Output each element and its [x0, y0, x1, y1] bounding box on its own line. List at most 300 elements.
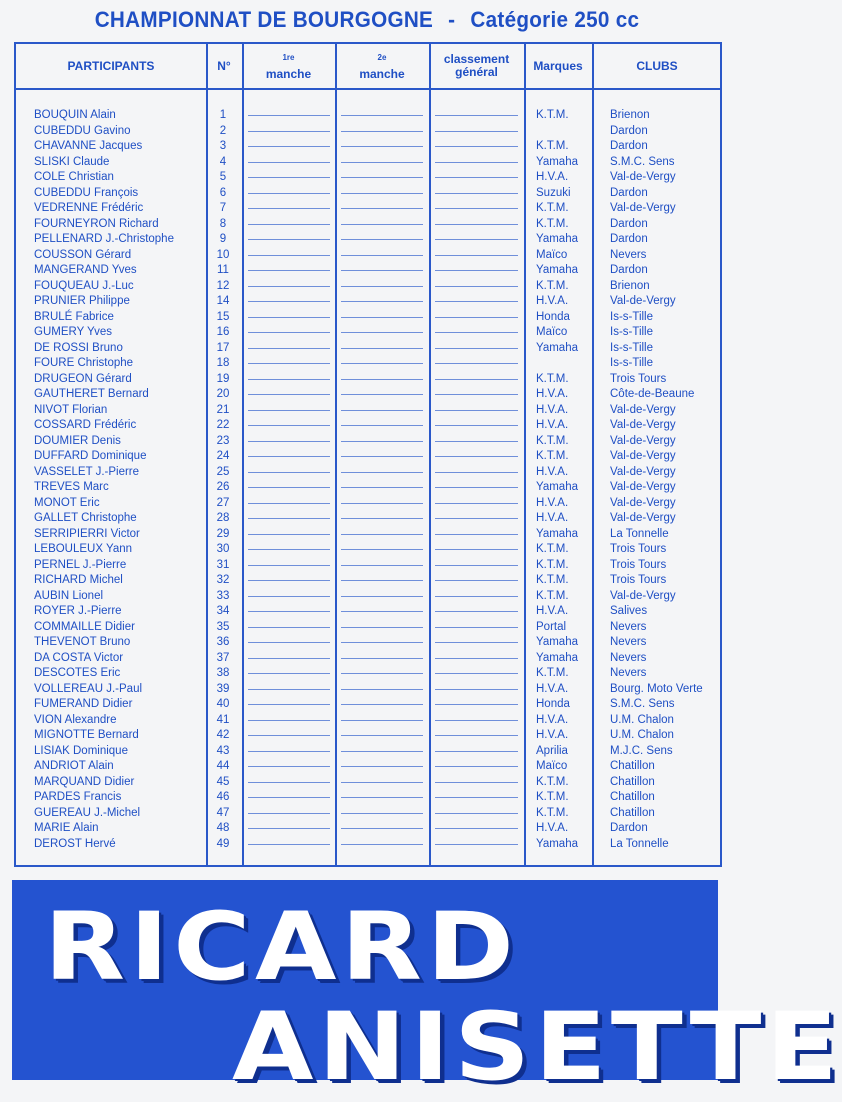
- classement-slot: [435, 828, 518, 829]
- participant-club: Nevers: [610, 620, 647, 633]
- manche-2-slot: [341, 177, 423, 178]
- manche-1-slot: [248, 797, 330, 798]
- participant-club: Nevers: [610, 636, 647, 648]
- manche-1-slot: [248, 565, 330, 566]
- classement-slot: [435, 549, 518, 550]
- participant-club: Salives: [610, 605, 648, 617]
- manche-1-slot: [248, 115, 330, 116]
- classement-slot: [435, 766, 518, 767]
- participant-marque: H.V.A.: [536, 682, 569, 695]
- manche-1-slot: [248, 146, 330, 147]
- classement-slot: [435, 332, 518, 333]
- header-classement: [429, 44, 524, 88]
- table-row: [16, 682, 720, 698]
- manche-1-slot: [248, 766, 330, 767]
- participant-name: DUFFARD Dominique: [34, 450, 147, 462]
- manche-1-slot: [248, 580, 330, 581]
- participant-marque: H.V.A.: [536, 419, 569, 431]
- manche-2-slot: [341, 255, 423, 256]
- participant-club: Is-s-Tille: [610, 357, 654, 369]
- participant-name: COUSSON Gérard: [34, 248, 132, 261]
- participant-name: FOURNEYRON Richard: [34, 217, 159, 230]
- manche-2-slot: [341, 193, 423, 194]
- manche-2-slot: [341, 239, 423, 240]
- header-marques-label: Marques: [533, 58, 583, 73]
- participant-number: 40: [216, 698, 230, 710]
- participant-club: Chatillon: [610, 806, 655, 819]
- manche-2-slot: [341, 580, 423, 581]
- title-category: Catégorie 250 cc: [470, 7, 640, 32]
- manche-1-slot: [248, 534, 330, 535]
- manche-1-slot: [248, 270, 330, 271]
- participant-marque: Yamaha: [536, 636, 578, 648]
- participant-number: 46: [216, 791, 230, 803]
- classement-slot: [435, 425, 518, 426]
- classement-slot: [435, 379, 518, 380]
- participant-marque: K.T.M.: [536, 217, 569, 230]
- table-row: [16, 372, 720, 388]
- classement-slot: [435, 611, 518, 612]
- table-row: [16, 248, 720, 264]
- participant-marque: Yamaha: [536, 341, 578, 354]
- participant-number: 18: [216, 357, 230, 369]
- participant-name: CHAVANNE Jacques: [34, 140, 143, 152]
- participant-marque: Maïco: [536, 760, 568, 772]
- manche-1-slot: [248, 379, 330, 380]
- participant-name: COMMAILLE Didier: [34, 620, 135, 633]
- manche-1-slot: [248, 782, 330, 783]
- participant-name: CUBEDDU Gavino: [34, 124, 131, 137]
- table-row: [16, 155, 720, 171]
- participant-marque: Yamaha: [536, 527, 578, 540]
- classement-slot: [435, 735, 518, 736]
- classement-slot: [435, 286, 518, 287]
- title-separator: -: [448, 7, 456, 32]
- participant-number: 26: [216, 481, 230, 493]
- classement-slot: [435, 844, 518, 845]
- classement-slot: [435, 255, 518, 256]
- participant-name: MARIE Alain: [34, 822, 99, 834]
- manche-1-slot: [248, 549, 330, 550]
- participant-number: 16: [216, 326, 230, 338]
- participant-marque: Yamaha: [536, 155, 578, 168]
- participant-club: Is-s-Tille: [610, 310, 654, 323]
- participant-name: FOURE Christophe: [34, 357, 134, 369]
- participant-number: 47: [216, 806, 230, 819]
- manche-1-slot: [248, 689, 330, 690]
- manche-2-slot: [341, 301, 423, 302]
- manche-1-slot: [248, 596, 330, 597]
- participant-number: 3: [219, 140, 227, 152]
- manche-2-slot: [341, 472, 423, 473]
- participant-marque: Maïco: [536, 326, 568, 338]
- manche-2-slot: [341, 115, 423, 116]
- manche-2-slot: [341, 813, 423, 814]
- participant-club: Val-de-Vergy: [610, 481, 676, 493]
- manche-2-slot: [341, 518, 423, 519]
- participant-club: La Tonnelle: [610, 527, 669, 540]
- participant-name: CUBEDDU François: [34, 186, 139, 199]
- classement-slot: [435, 193, 518, 194]
- participant-name: SLISKI Claude: [34, 155, 110, 168]
- header-manche-2: [335, 44, 429, 88]
- manche-2-slot: [341, 425, 423, 426]
- manche-2-slot: [341, 720, 423, 721]
- classement-slot: [435, 658, 518, 659]
- table-row: [16, 310, 720, 326]
- participant-marque: H.V.A.: [536, 713, 569, 726]
- participant-name: BOUQUIN Alain: [34, 109, 116, 121]
- table-row: [16, 620, 720, 636]
- participant-name: DEROST Hervé: [34, 837, 116, 850]
- participant-name: MONOT Eric: [34, 496, 100, 509]
- participant-marque: K.T.M.: [536, 543, 569, 555]
- manche-2-slot: [341, 270, 423, 271]
- participant-club: Nevers: [610, 651, 647, 664]
- manche-1-slot: [248, 704, 330, 705]
- manche-1-slot: [248, 642, 330, 643]
- classement-slot: [435, 487, 518, 488]
- participant-name: THEVENOT Bruno: [34, 636, 131, 648]
- participant-club: Dardon: [610, 233, 648, 245]
- manche-2-slot: [341, 704, 423, 705]
- classement-slot: [435, 472, 518, 473]
- table-row: [16, 589, 720, 605]
- table-row: [16, 806, 720, 822]
- header-divider: [16, 88, 720, 90]
- participant-number: 24: [216, 450, 230, 462]
- table-row: [16, 139, 720, 155]
- participant-marque: Yamaha: [536, 481, 578, 493]
- classement-slot: [435, 270, 518, 271]
- table-row: [16, 186, 720, 202]
- participant-club: Val-de-Vergy: [610, 171, 676, 183]
- participant-name: DESCOTES Eric: [34, 667, 121, 679]
- manche-2-slot: [341, 735, 423, 736]
- participant-number: 41: [216, 713, 230, 726]
- manche-2-slot: [341, 394, 423, 395]
- participant-club: Trois Tours: [610, 558, 667, 571]
- participant-name: DRUGEON Gérard: [34, 372, 132, 385]
- table-row: [16, 697, 720, 713]
- classement-slot: [435, 410, 518, 411]
- participant-marque: K.T.M.: [536, 279, 569, 292]
- classement-slot: [435, 146, 518, 147]
- participant-name: GALLET Christophe: [34, 512, 137, 524]
- table-row: [16, 713, 720, 729]
- manche-1-slot: [248, 673, 330, 674]
- participant-marque: H.V.A.: [536, 295, 569, 307]
- classement-slot: [435, 224, 518, 225]
- classement-slot: [435, 317, 518, 318]
- participant-number: 36: [216, 636, 230, 648]
- participant-club: Brienon: [610, 109, 650, 121]
- manche-2-slot: [341, 797, 423, 798]
- manche-2-slot: [341, 642, 423, 643]
- participant-club: Val-de-Vergy: [610, 403, 676, 416]
- participant-club: S.M.C. Sens: [610, 698, 675, 710]
- manche-1-slot: [248, 348, 330, 349]
- participant-marque: H.V.A.: [536, 605, 569, 617]
- manche-1-slot: [248, 193, 330, 194]
- participant-club: Val-de-Vergy: [610, 295, 676, 307]
- participant-marque: Yamaha: [536, 264, 578, 276]
- table-row: [16, 573, 720, 589]
- header-general-label: général: [455, 65, 498, 79]
- manche-1-slot: [248, 394, 330, 395]
- participant-name: TREVES Marc: [34, 481, 109, 493]
- header-manche-1-ordinal: 1re: [282, 53, 295, 62]
- table-row: [16, 449, 720, 465]
- table-row: [16, 666, 720, 682]
- table-row: [16, 728, 720, 744]
- participant-club: U.M. Chalon: [610, 713, 674, 726]
- participant-name: ROYER J.-Pierre: [34, 605, 122, 617]
- participant-number: 30: [216, 543, 230, 555]
- participant-name: PARDES Francis: [34, 791, 122, 803]
- table-row: [16, 387, 720, 403]
- participant-marque: K.T.M.: [536, 109, 569, 121]
- table-row: [16, 356, 720, 372]
- participant-club: Chatillon: [610, 775, 655, 788]
- manche-1-slot: [248, 177, 330, 178]
- participant-marque: H.V.A.: [536, 496, 569, 509]
- participant-number: 49: [216, 837, 230, 850]
- header-manche-2-label: manche: [359, 67, 405, 81]
- participant-marque: K.T.M.: [536, 558, 569, 571]
- manche-1-slot: [248, 472, 330, 473]
- participant-marque: H.V.A.: [536, 388, 569, 400]
- participant-marque: K.T.M.: [536, 589, 569, 602]
- header-clubs-label: CLUBS: [636, 58, 678, 73]
- table-row: [16, 821, 720, 837]
- classement-slot: [435, 673, 518, 674]
- participant-number: 28: [216, 512, 230, 524]
- participant-marque: [536, 124, 596, 140]
- ad-word-ricard: RICARD: [44, 893, 519, 1002]
- participant-club: Nevers: [610, 667, 647, 679]
- participant-marque: [536, 356, 596, 372]
- participant-number: 32: [216, 574, 230, 586]
- manche-2-slot: [341, 363, 423, 364]
- participant-marque: K.T.M.: [536, 372, 569, 385]
- participant-marque: H.V.A.: [536, 729, 569, 741]
- participant-number: 4: [219, 155, 227, 168]
- classement-slot: [435, 363, 518, 364]
- participant-name: MANGERAND Yves: [34, 264, 137, 276]
- participant-marque: H.V.A.: [536, 822, 569, 834]
- participant-club: Chatillon: [610, 791, 655, 803]
- participant-club: Trois Tours: [610, 574, 667, 586]
- manche-1-slot: [248, 224, 330, 225]
- table-row: [16, 496, 720, 512]
- participant-name: PERNEL J.-Pierre: [34, 558, 127, 571]
- participant-club: Val-de-Vergy: [610, 512, 676, 524]
- participant-name: PELLENARD J.-Christophe: [34, 233, 174, 245]
- participant-number: 2: [219, 124, 227, 137]
- participant-name: VION Alexandre: [34, 713, 117, 726]
- participant-club: Dardon: [610, 140, 648, 152]
- participant-club: S.M.C. Sens: [610, 155, 675, 168]
- header-manche-2-ordinal: 2e: [377, 53, 387, 62]
- header-classement-label: classement: [443, 52, 510, 66]
- manche-1-slot: [248, 627, 330, 628]
- table-row: [16, 294, 720, 310]
- participant-number: 25: [216, 465, 230, 478]
- manche-2-slot: [341, 689, 423, 690]
- classement-slot: [435, 518, 518, 519]
- manche-2-slot: [341, 208, 423, 209]
- manche-1-slot: [248, 317, 330, 318]
- manche-2-slot: [341, 751, 423, 752]
- participant-marque: K.T.M.: [536, 775, 569, 788]
- manche-2-slot: [341, 487, 423, 488]
- classement-slot: [435, 704, 518, 705]
- manche-1-slot: [248, 441, 330, 442]
- table-row: [16, 217, 720, 233]
- participant-number: 20: [216, 388, 230, 400]
- manche-1-slot: [248, 363, 330, 364]
- title-championship: CHAMPIONNAT DE BOURGOGNE: [94, 7, 434, 32]
- classement-slot: [435, 348, 518, 349]
- participant-marque: K.T.M.: [536, 202, 569, 214]
- participant-name: DOUMIER Denis: [34, 434, 121, 447]
- table-row: [16, 263, 720, 279]
- participant-marque: H.V.A.: [536, 403, 569, 416]
- table-row: [16, 434, 720, 450]
- manche-2-slot: [341, 782, 423, 783]
- manche-2-slot: [341, 565, 423, 566]
- manche-1-slot: [248, 301, 330, 302]
- ricard-anisette-ad: [12, 880, 842, 1102]
- manche-2-slot: [341, 286, 423, 287]
- table-row: [16, 232, 720, 248]
- manche-2-slot: [341, 596, 423, 597]
- table-row: [16, 604, 720, 620]
- manche-1-slot: [248, 332, 330, 333]
- classement-slot: [435, 580, 518, 581]
- participant-number: 6: [219, 186, 227, 199]
- manche-1-slot: [248, 844, 330, 845]
- participant-name: VOLLEREAU J.-Paul: [34, 682, 143, 695]
- participant-number: 11: [217, 264, 229, 276]
- participant-number: 23: [216, 434, 230, 447]
- classement-slot: [435, 115, 518, 116]
- participant-club: Val-de-Vergy: [610, 419, 676, 431]
- participant-marque: Honda: [536, 698, 570, 710]
- table-row: [16, 759, 720, 775]
- participant-club: Val-de-Vergy: [610, 450, 676, 462]
- classement-slot: [435, 642, 518, 643]
- manche-1-slot: [248, 425, 330, 426]
- ad-word-anisette: ANISETTE: [232, 993, 842, 1102]
- participant-club: Val-de-Vergy: [610, 434, 676, 447]
- manche-2-slot: [341, 348, 423, 349]
- participant-club: Dardon: [610, 217, 648, 230]
- manche-1-slot: [248, 286, 330, 287]
- table-row: [16, 108, 720, 124]
- participant-marque: Honda: [536, 310, 570, 323]
- participant-club: Is-s-Tille: [610, 326, 654, 338]
- header-manche-1-label: manche: [265, 67, 312, 81]
- manche-1-slot: [248, 828, 330, 829]
- participant-name: MARQUAND Didier: [34, 775, 135, 788]
- participant-number: 45: [216, 775, 230, 788]
- table-row: [16, 635, 720, 651]
- table-row: [16, 511, 720, 527]
- table-row: [16, 527, 720, 543]
- participant-club: M.J.C. Sens: [610, 744, 673, 757]
- participant-club: Dardon: [610, 822, 648, 834]
- participant-name: MIGNOTTE Bernard: [34, 729, 139, 741]
- header-participants-label: PARTICIPANTS: [67, 58, 155, 73]
- participant-club: Trois Tours: [610, 543, 667, 555]
- manche-1-slot: [248, 735, 330, 736]
- participant-marque: K.T.M.: [536, 806, 569, 819]
- participant-name: PRUNIER Philippe: [34, 295, 130, 307]
- manche-1-slot: [248, 410, 330, 411]
- participant-name: COSSARD Frédéric: [34, 419, 137, 431]
- manche-1-slot: [248, 518, 330, 519]
- participant-number: 44: [216, 760, 230, 772]
- participant-club: Val-de-Vergy: [610, 496, 676, 509]
- participant-number: 42: [216, 729, 230, 741]
- participant-name: GAUTHERET Bernard: [34, 388, 149, 400]
- classement-slot: [435, 239, 518, 240]
- participant-number: 21: [216, 403, 230, 416]
- manche-1-slot: [248, 131, 330, 132]
- classement-slot: [435, 441, 518, 442]
- participant-marque: K.T.M.: [536, 450, 569, 462]
- participant-club: U.M. Chalon: [610, 729, 674, 741]
- participant-number: 7: [219, 202, 227, 214]
- manche-2-slot: [341, 332, 423, 333]
- participant-marque: Suzuki: [536, 186, 571, 199]
- participant-number: 1: [219, 109, 227, 121]
- participant-name: LISIAK Dominique: [34, 744, 128, 757]
- participant-name: BRULÉ Fabrice: [34, 310, 114, 323]
- participant-marque: K.T.M.: [536, 140, 569, 152]
- participant-number: 38: [216, 667, 230, 679]
- participant-number: 35: [216, 620, 230, 633]
- manche-2-slot: [341, 379, 423, 380]
- table-row: [16, 403, 720, 419]
- participant-club: Dardon: [610, 264, 648, 276]
- manche-1-slot: [248, 720, 330, 721]
- header-marques: [524, 44, 592, 88]
- manche-1-slot: [248, 239, 330, 240]
- participant-name: RICHARD Michel: [34, 574, 123, 586]
- participant-name: AUBIN Lionel: [34, 589, 104, 602]
- results-table: [14, 42, 722, 867]
- manche-2-slot: [341, 549, 423, 550]
- manche-2-slot: [341, 627, 423, 628]
- table-row: [16, 651, 720, 667]
- manche-1-slot: [248, 255, 330, 256]
- manche-2-slot: [341, 441, 423, 442]
- participant-club: Trois Tours: [610, 372, 667, 385]
- classement-slot: [435, 208, 518, 209]
- table-row: [16, 465, 720, 481]
- table-row: [16, 325, 720, 341]
- participant-marque: Portal: [536, 620, 567, 633]
- manche-2-slot: [341, 844, 423, 845]
- participant-name: DA COSTA Victor: [34, 651, 124, 664]
- participant-name: FOUQUEAU J.-Luc: [34, 279, 134, 292]
- participant-marque: H.V.A.: [536, 171, 569, 183]
- manche-2-slot: [341, 317, 423, 318]
- table-row: [16, 837, 720, 853]
